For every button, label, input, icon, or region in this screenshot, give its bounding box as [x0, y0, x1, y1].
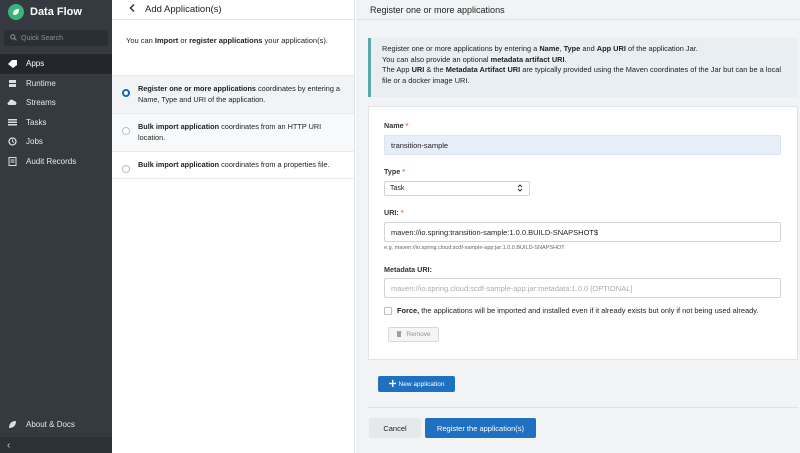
- streams-icon: [7, 99, 17, 106]
- option-register-apps[interactable]: [112, 76, 354, 114]
- search-placeholder: Quick Search: [21, 34, 64, 42]
- metadata-uri-label: Metadata URI:: [384, 265, 432, 274]
- uri-input-value: maven://io.spring:transition-sample:1.0.0.BUILD-SNAPSHOT$: [391, 227, 599, 237]
- metadata-uri-placeholder: maven://io.spring.cloud:scdf-sample-app:jar:metadata:1.0.0 [OPTIONAL]: [391, 283, 633, 293]
- sidebar-item-label: Tasks: [26, 117, 47, 127]
- trash-icon: [396, 330, 402, 339]
- plus-icon: [389, 380, 396, 389]
- panel-title: Add Application(s): [145, 4, 222, 15]
- sidebar-item-label: Streams: [26, 98, 56, 108]
- sidebar-item-label: About & Docs: [26, 420, 75, 430]
- app-form-card: [368, 106, 798, 360]
- option-bold: Bulk import application: [138, 122, 220, 131]
- new-application-label: New application: [398, 380, 445, 388]
- intro-text: You can: [126, 36, 155, 45]
- add-application-panel: [112, 0, 355, 453]
- intro-text: your application(s).: [262, 36, 328, 45]
- sidebar-item-audit-records[interactable]: [0, 152, 112, 172]
- option-rest: coordinates from an HTTP URI location.: [138, 122, 322, 142]
- name-label: Name *: [384, 121, 409, 130]
- page-title: Register one or more applications: [356, 0, 800, 20]
- option-rest: coordinates by entering a Name, Type and URI of the application.: [138, 84, 340, 104]
- sidebar-item-jobs[interactable]: [0, 132, 112, 152]
- info-line-1: Register one or more applications by entering a Name, Type and App URI of the application Jar.: [382, 44, 698, 53]
- cancel-button[interactable]: Cancel: [369, 418, 421, 438]
- apps-icon: [7, 60, 17, 68]
- info-box: [368, 38, 798, 97]
- uri-label: URI: *: [384, 208, 404, 217]
- info-line-3: The App URI & the Metadata Artifact URI are typically provided using the Maven coordinates of the Jar but can be a local: [382, 65, 782, 74]
- option-bulk-import-properties[interactable]: [112, 152, 354, 179]
- back-chevron-icon[interactable]: [129, 4, 135, 15]
- main-content: [356, 0, 800, 453]
- type-select-value: Task: [390, 185, 405, 192]
- sidebar-item-label: Jobs: [26, 137, 43, 147]
- option-bold: Register one or more applications: [138, 84, 256, 93]
- jobs-icon: [7, 137, 17, 146]
- register-applications-button[interactable]: Register the application(s): [425, 418, 536, 438]
- remove-button-label: Remove: [406, 331, 431, 338]
- new-application-button[interactable]: [378, 376, 455, 392]
- chevron-left-icon: ‹: [7, 439, 11, 451]
- info-line-4: file or a docker image URI.: [382, 75, 470, 85]
- divider: [368, 407, 798, 408]
- option-radio[interactable]: [122, 165, 130, 173]
- sidebar-item-about-docs[interactable]: [0, 415, 112, 435]
- sidebar-item-label: Apps: [26, 59, 45, 69]
- option-rest: coordinates from a properties file.: [219, 160, 330, 169]
- select-updown-icon: [517, 184, 523, 194]
- tasks-icon: [7, 118, 17, 126]
- option-text: [138, 160, 329, 178]
- sidebar: [0, 0, 112, 453]
- intro-register-link[interactable]: register applications: [189, 36, 263, 45]
- sidebar-item-apps[interactable]: [0, 54, 112, 74]
- sidebar-item-streams[interactable]: [0, 93, 112, 113]
- sidebar-item-label: Audit Records: [26, 156, 77, 166]
- intro-text: or: [178, 36, 190, 45]
- brand[interactable]: [0, 0, 112, 24]
- sidebar-item-runtime[interactable]: [0, 74, 112, 94]
- uri-input[interactable]: [384, 222, 781, 242]
- type-select[interactable]: [384, 181, 530, 196]
- option-radio[interactable]: [122, 89, 130, 97]
- option-text: [138, 84, 346, 113]
- option-bulk-import-uri[interactable]: [112, 114, 354, 152]
- option-text: [138, 122, 346, 151]
- panel-header: [112, 0, 354, 20]
- panel-intro: [112, 20, 354, 76]
- intro-import-link[interactable]: Import: [154, 36, 179, 45]
- type-label: Type *: [384, 167, 406, 176]
- collapse-sidebar-button[interactable]: [0, 437, 112, 453]
- sidebar-item-tasks[interactable]: [0, 113, 112, 133]
- info-line-2: You can also provide an optional metadata artifact URI.: [382, 54, 567, 64]
- quick-search-input[interactable]: [4, 30, 108, 46]
- leaf-icon: [7, 420, 17, 429]
- name-input-value: transition-sample: [391, 140, 449, 150]
- name-input[interactable]: [384, 135, 781, 155]
- sidebar-item-label: Runtime: [26, 78, 56, 88]
- spring-logo-icon: [8, 4, 24, 20]
- runtime-icon: [7, 79, 17, 88]
- uri-hint: e.g. maven://io.spring.cloud:scdf-sample-app:jar:1.0.0.BUILD-SNAPSHOT: [384, 245, 565, 251]
- option-radio[interactable]: [122, 127, 130, 135]
- force-text: Force, the applications will be imported and installed even if it already exists but only if not being used already.: [397, 306, 759, 315]
- option-bold: Bulk import application: [138, 160, 220, 169]
- search-icon: [10, 34, 17, 43]
- force-checkbox[interactable]: [384, 307, 392, 315]
- force-option: [384, 306, 758, 315]
- remove-button[interactable]: [388, 327, 439, 342]
- app-title: Data Flow: [30, 6, 82, 18]
- audit-icon: [7, 157, 17, 166]
- metadata-uri-input[interactable]: [384, 278, 781, 298]
